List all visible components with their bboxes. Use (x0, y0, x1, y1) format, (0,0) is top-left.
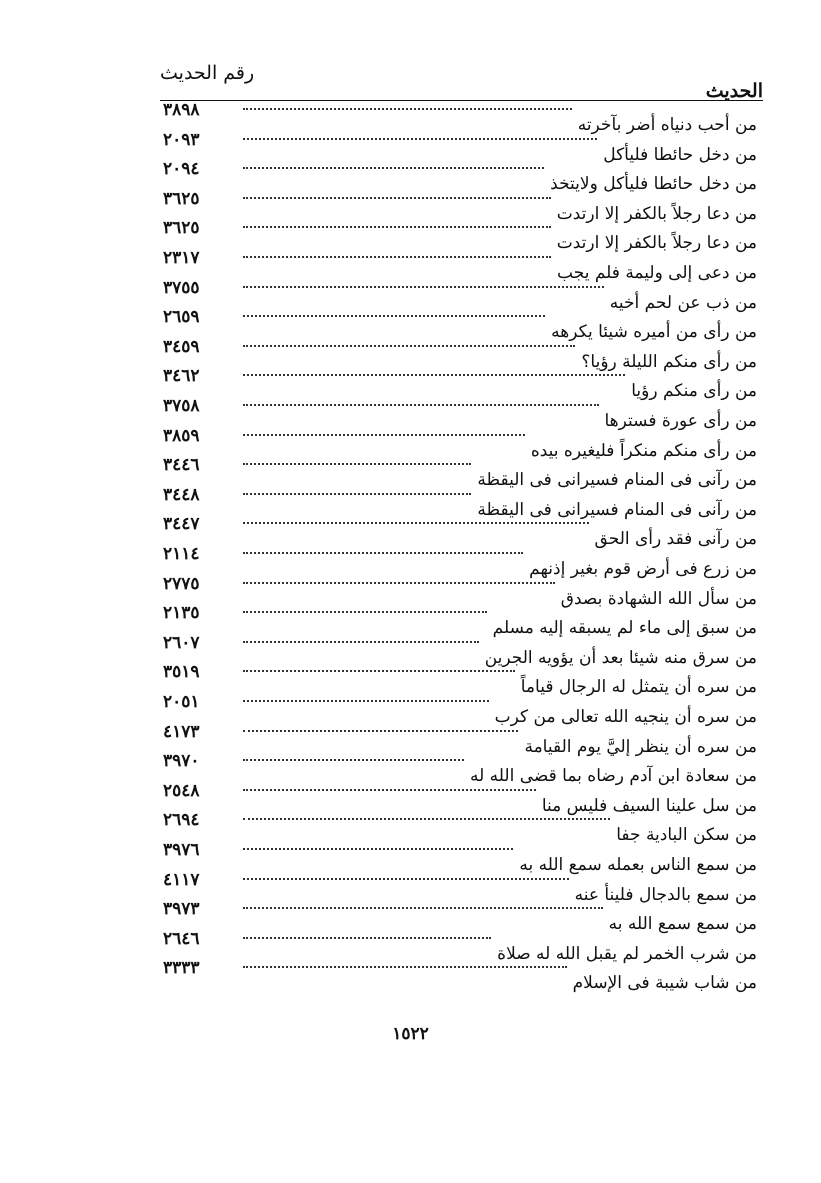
hadith-title: من رأى منكم الليلة رؤيا؟ (577, 352, 757, 372)
hadith-number: ٣٧٥٥ (163, 277, 200, 298)
dot-leader (243, 552, 523, 554)
dot-leader (243, 434, 525, 436)
index-entry (0, 514, 821, 550)
hadith-title: من دخل حائطا فليأكل ولايتخذ (546, 174, 757, 194)
hadith-number: ٣٩٧٦ (163, 840, 200, 860)
dot-leader (243, 315, 545, 317)
hadith-title: من رأى منكم رؤيا (627, 381, 757, 401)
hadith-title: من سعادة ابن آدم رضاه بما قضى الله له (466, 766, 757, 786)
hadith-title: من دعى إلى وليمة فلم يجب (553, 263, 757, 283)
index-entry (0, 366, 821, 402)
hadith-title: من دعا رجلاً بالكفر إلا ارتدت (553, 204, 757, 224)
dot-leader (243, 759, 464, 761)
dot-leader (243, 345, 575, 347)
column-header-hadith: الحديث (705, 80, 763, 102)
index-entry (0, 692, 821, 727)
dot-leader (243, 878, 569, 880)
index-entry (0, 899, 821, 935)
index-entry (0, 810, 821, 846)
hadith-title: من سرق منه شيئا بعد أن يؤويه الجرين (481, 648, 757, 668)
hadith-title: من زرع فى أرض قوم بغير إذنهم (525, 559, 757, 579)
index-entry (0, 928, 821, 964)
hadith-title: من أحب دنياه أضر بآخرته (574, 115, 757, 135)
dot-leader (243, 966, 567, 968)
index-entry (0, 336, 821, 372)
index-entry (0, 307, 821, 343)
hadith-title: من رأى منكم منكراً فليغيره بيده (527, 441, 757, 461)
dot-leader (243, 700, 489, 702)
hadith-title: من رآنى فى المنام فسيرانى فى اليقظة (473, 470, 757, 490)
hadith-number: ٣٩٧٣ (163, 899, 200, 920)
hadith-title: من دعا رجلاً بالكفر إلا ارتدت (553, 233, 757, 253)
dot-leader (243, 670, 515, 672)
page-number: ١٥٢٢ (392, 1024, 429, 1044)
hadith-number: ٣٤٤٨ (163, 484, 200, 505)
dot-leader (243, 197, 551, 199)
hadith-number: ٢١١٤ (163, 544, 200, 564)
hadith-number: ٣٧٥٨ (163, 396, 200, 416)
hadith-title: من سره أن ينجيه الله تعالى من كرب (491, 707, 757, 727)
hadith-title: من سمع سمع الله به (605, 914, 757, 934)
dot-leader (243, 611, 487, 613)
index-entry (0, 425, 821, 461)
column-header-hadith-number: رقم الحديث (160, 62, 255, 84)
index-entry (0, 396, 821, 431)
index-entry (0, 277, 821, 313)
index-entry (0, 721, 821, 757)
hadith-number: ٣٦٢٥ (163, 188, 200, 209)
index-entry (0, 455, 821, 491)
index-entry (0, 632, 821, 668)
dot-leader (243, 404, 599, 406)
hadith-number: ٢٠٥١ (163, 692, 200, 712)
index-entry (0, 751, 821, 787)
hadith-number: ٢٦٥٩ (163, 307, 200, 328)
hadith-number: ٢٠٩٤ (163, 159, 200, 180)
hadith-number: ٣٤٤٧ (163, 514, 200, 535)
hadith-title: من رآنى فقد رأى الحق (591, 529, 757, 549)
dot-leader (243, 463, 471, 465)
hadith-title: من سره أن ينظر إليَّ يوم القيامة (520, 737, 757, 757)
index-entry (0, 188, 821, 224)
hadith-number: ٢٦٠٧ (163, 632, 200, 653)
dot-leader (243, 907, 603, 909)
hadith-title: من سره أن يتمثل له الرجال قياماً (517, 677, 757, 697)
dot-leader (243, 522, 589, 524)
index-entry (0, 603, 821, 639)
hadith-title: من ذب عن لحم أخيه (606, 293, 757, 313)
hadith-number: ٢٦٤٦ (163, 928, 200, 949)
hadith-number: ٢١٣٥ (163, 603, 200, 624)
index-entry (0, 159, 821, 195)
hadith-title: من سمع بالدجال فلينأ عنه (571, 885, 757, 905)
hadith-number: ٢٥٤٨ (163, 780, 200, 801)
index-entry (0, 248, 821, 283)
hadith-title: من شاب شيبة فى الإسلام (569, 973, 757, 993)
dot-leader (243, 937, 491, 939)
hadith-title: من سبق إلى ماء لم يسبقه إليه مسلم (489, 618, 757, 638)
hadith-title: من دخل حائطا فليأكل (599, 145, 757, 165)
index-entry (0, 662, 821, 698)
hadith-title: من سمع الناس بعمله سمع الله به (515, 855, 757, 875)
dot-leader (243, 226, 551, 228)
hadith-number: ٣٤٥٩ (163, 336, 200, 357)
dot-leader (243, 789, 536, 791)
hadith-number: ٣٨٩٨ (163, 100, 200, 120)
dot-leader (243, 730, 518, 732)
index-entry (0, 780, 821, 816)
dot-leader (243, 286, 604, 288)
hadith-title: من رآنى فى المنام فسيرانى فى اليقظة (473, 500, 757, 520)
hadith-title: من رأى عورة فسترها (601, 411, 758, 431)
hadith-number: ٣٤٤٦ (163, 455, 200, 476)
dot-leader (243, 138, 597, 140)
hadith-number: ٤١١٧ (163, 869, 200, 890)
index-entry (0, 544, 821, 579)
dot-leader (243, 493, 471, 495)
index-entry (0, 129, 821, 165)
index-entry (0, 100, 821, 135)
index-entry (0, 869, 821, 905)
hadith-number: ٣٥١٩ (163, 662, 200, 683)
dot-leader (243, 848, 513, 850)
hadith-number: ٢٣١٧ (163, 248, 200, 268)
hadith-number: ٣٦٢٥ (163, 218, 200, 239)
hadith-title: من سكن البادية جفا (612, 825, 757, 845)
hadith-title: من رأى من أميره شيئا يكرهه (547, 322, 757, 342)
hadith-number: ٤١٧٣ (163, 721, 200, 742)
hadith-number: ٣٣٣٣ (163, 958, 200, 979)
dot-leader (243, 818, 610, 820)
hadith-number: ٢٦٩٤ (163, 810, 200, 831)
index-entry (0, 573, 821, 609)
hadith-title: من سأل الله الشهادة بصدق (557, 589, 757, 609)
hadith-number: ٣٤٦٢ (163, 366, 200, 387)
index-entry (0, 958, 821, 994)
hadith-number: ٣٨٥٩ (163, 425, 200, 446)
dot-leader (243, 641, 479, 643)
hadith-number: ٢٠٩٣ (163, 129, 200, 150)
dot-leader (243, 582, 555, 584)
dot-leader (243, 256, 551, 258)
hadith-number: ٢٧٧٥ (163, 573, 200, 594)
hadith-title: من شرب الخمر لم يقبل الله له صلاة (493, 944, 757, 964)
index-entry (0, 218, 821, 254)
dot-leader (243, 167, 544, 169)
dot-leader (243, 108, 572, 110)
dot-leader (243, 374, 625, 376)
index-entry (0, 484, 821, 520)
hadith-title: من سل علينا السيف فليس منا (538, 796, 757, 816)
index-entry (0, 840, 821, 875)
hadith-number: ٣٩٧٠ (163, 751, 200, 772)
